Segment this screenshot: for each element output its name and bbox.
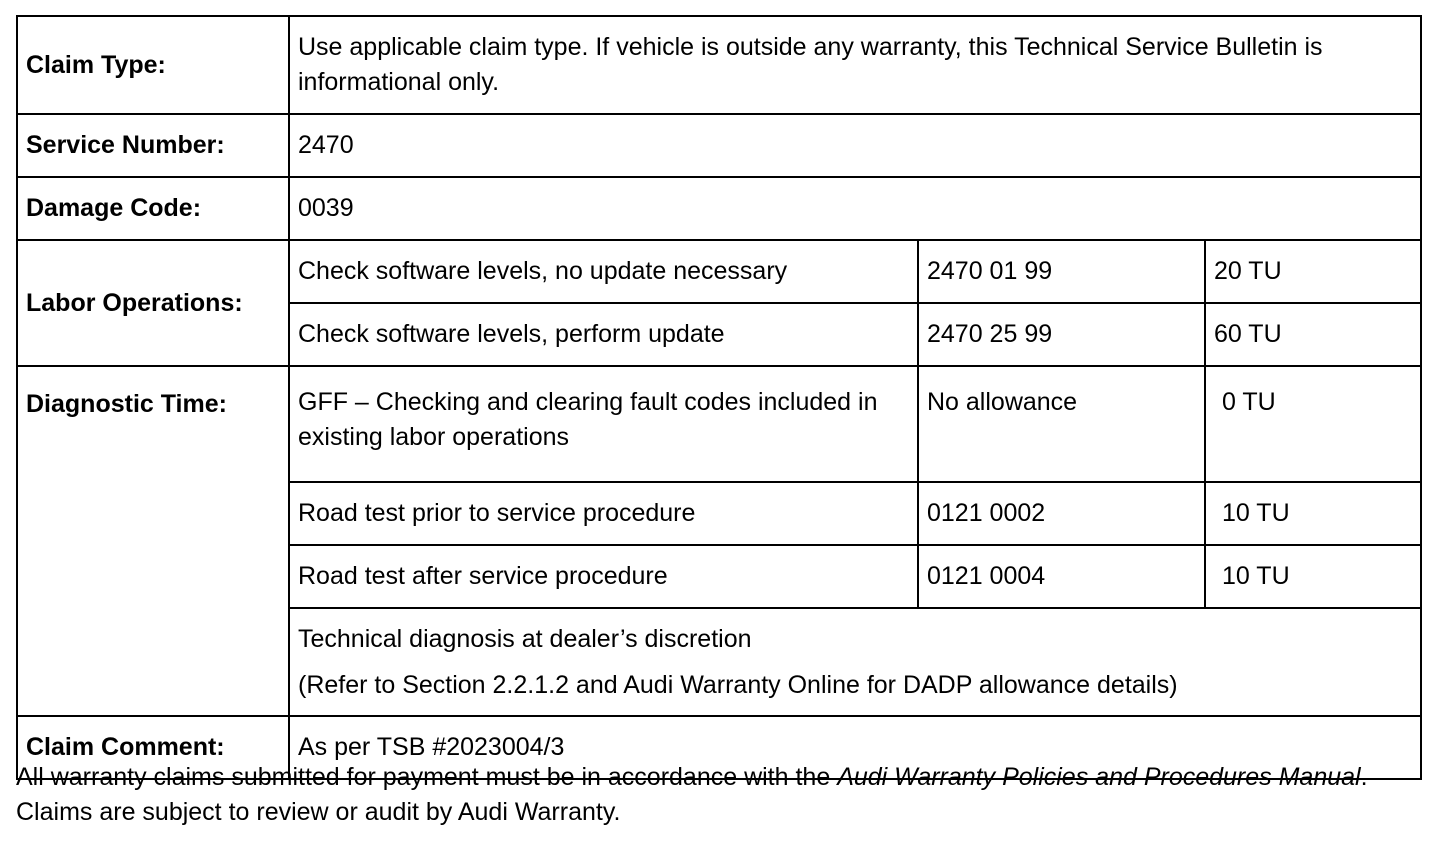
diagnostic-code: 0121 0002 bbox=[918, 482, 1205, 545]
diagnostic-row bbox=[17, 366, 1421, 482]
labor-operation-description: Check software levels, no update necessary bbox=[289, 240, 918, 303]
labor-operation-row bbox=[17, 240, 1421, 303]
claim-type-value: Use applicable claim type. If vehicle is outside any warranty, this Technical Service Bulletin is informational only. bbox=[289, 16, 1421, 114]
labor-operation-time: 60 TU bbox=[1205, 303, 1421, 366]
labor-operation-time: 20 TU bbox=[1205, 240, 1421, 303]
footer-text-before: All warranty claims submitted for payment must be in accordance with the bbox=[16, 763, 838, 791]
discretion-note: Technical diagnosis at dealer’s discretion bbox=[298, 625, 752, 653]
diagnostic-description: Road test after service procedure bbox=[289, 545, 918, 608]
damage-code-value: 0039 bbox=[289, 177, 1421, 240]
service-number-label: Service Number: bbox=[17, 114, 289, 177]
damage-code-row bbox=[17, 177, 1421, 240]
labor-operations-label: Labor Operations: bbox=[17, 240, 289, 366]
diagnostic-description: Road test prior to service procedure bbox=[289, 482, 918, 545]
claim-type-label: Claim Type: bbox=[17, 16, 289, 114]
damage-code-label: Damage Code: bbox=[17, 177, 289, 240]
service-number-value: 2470 bbox=[289, 114, 1421, 177]
labor-operation-code: 2470 01 99 bbox=[918, 240, 1205, 303]
discretion-reference: (Refer to Section 2.2.1.2 and Audi Warranty Online for DADP allowance details) bbox=[298, 671, 1178, 699]
diagnostic-time: 10 TU bbox=[1205, 482, 1421, 545]
diagnostic-time-label: Diagnostic Time: bbox=[17, 366, 289, 716]
labor-operation-description: Check software levels, perform update bbox=[289, 303, 918, 366]
diagnostic-code: 0121 0004 bbox=[918, 545, 1205, 608]
diagnostic-discretion-cell bbox=[289, 608, 1421, 716]
diagnostic-time: 0 TU bbox=[1205, 366, 1421, 482]
labor-operation-code: 2470 25 99 bbox=[918, 303, 1205, 366]
claim-type-row bbox=[17, 16, 1421, 114]
footer-text-after: . Claims are subject to review or audit by Audi Warranty. bbox=[16, 763, 1368, 826]
diagnostic-description: GFF – Checking and clearing fault codes included in existing labor operations bbox=[289, 366, 918, 482]
claim-comment-label: Claim Comment: bbox=[17, 716, 289, 779]
warranty-claim-table bbox=[16, 15, 1422, 780]
service-number-row bbox=[17, 114, 1421, 177]
diagnostic-code: No allowance bbox=[918, 366, 1205, 482]
diagnostic-time: 10 TU bbox=[1205, 545, 1421, 608]
manual-title: Audi Warranty Policies and Procedures Manual bbox=[837, 763, 1361, 791]
warranty-footer-note bbox=[16, 760, 1426, 830]
claim-comment-value: As per TSB #2023004/3 bbox=[289, 716, 1421, 779]
